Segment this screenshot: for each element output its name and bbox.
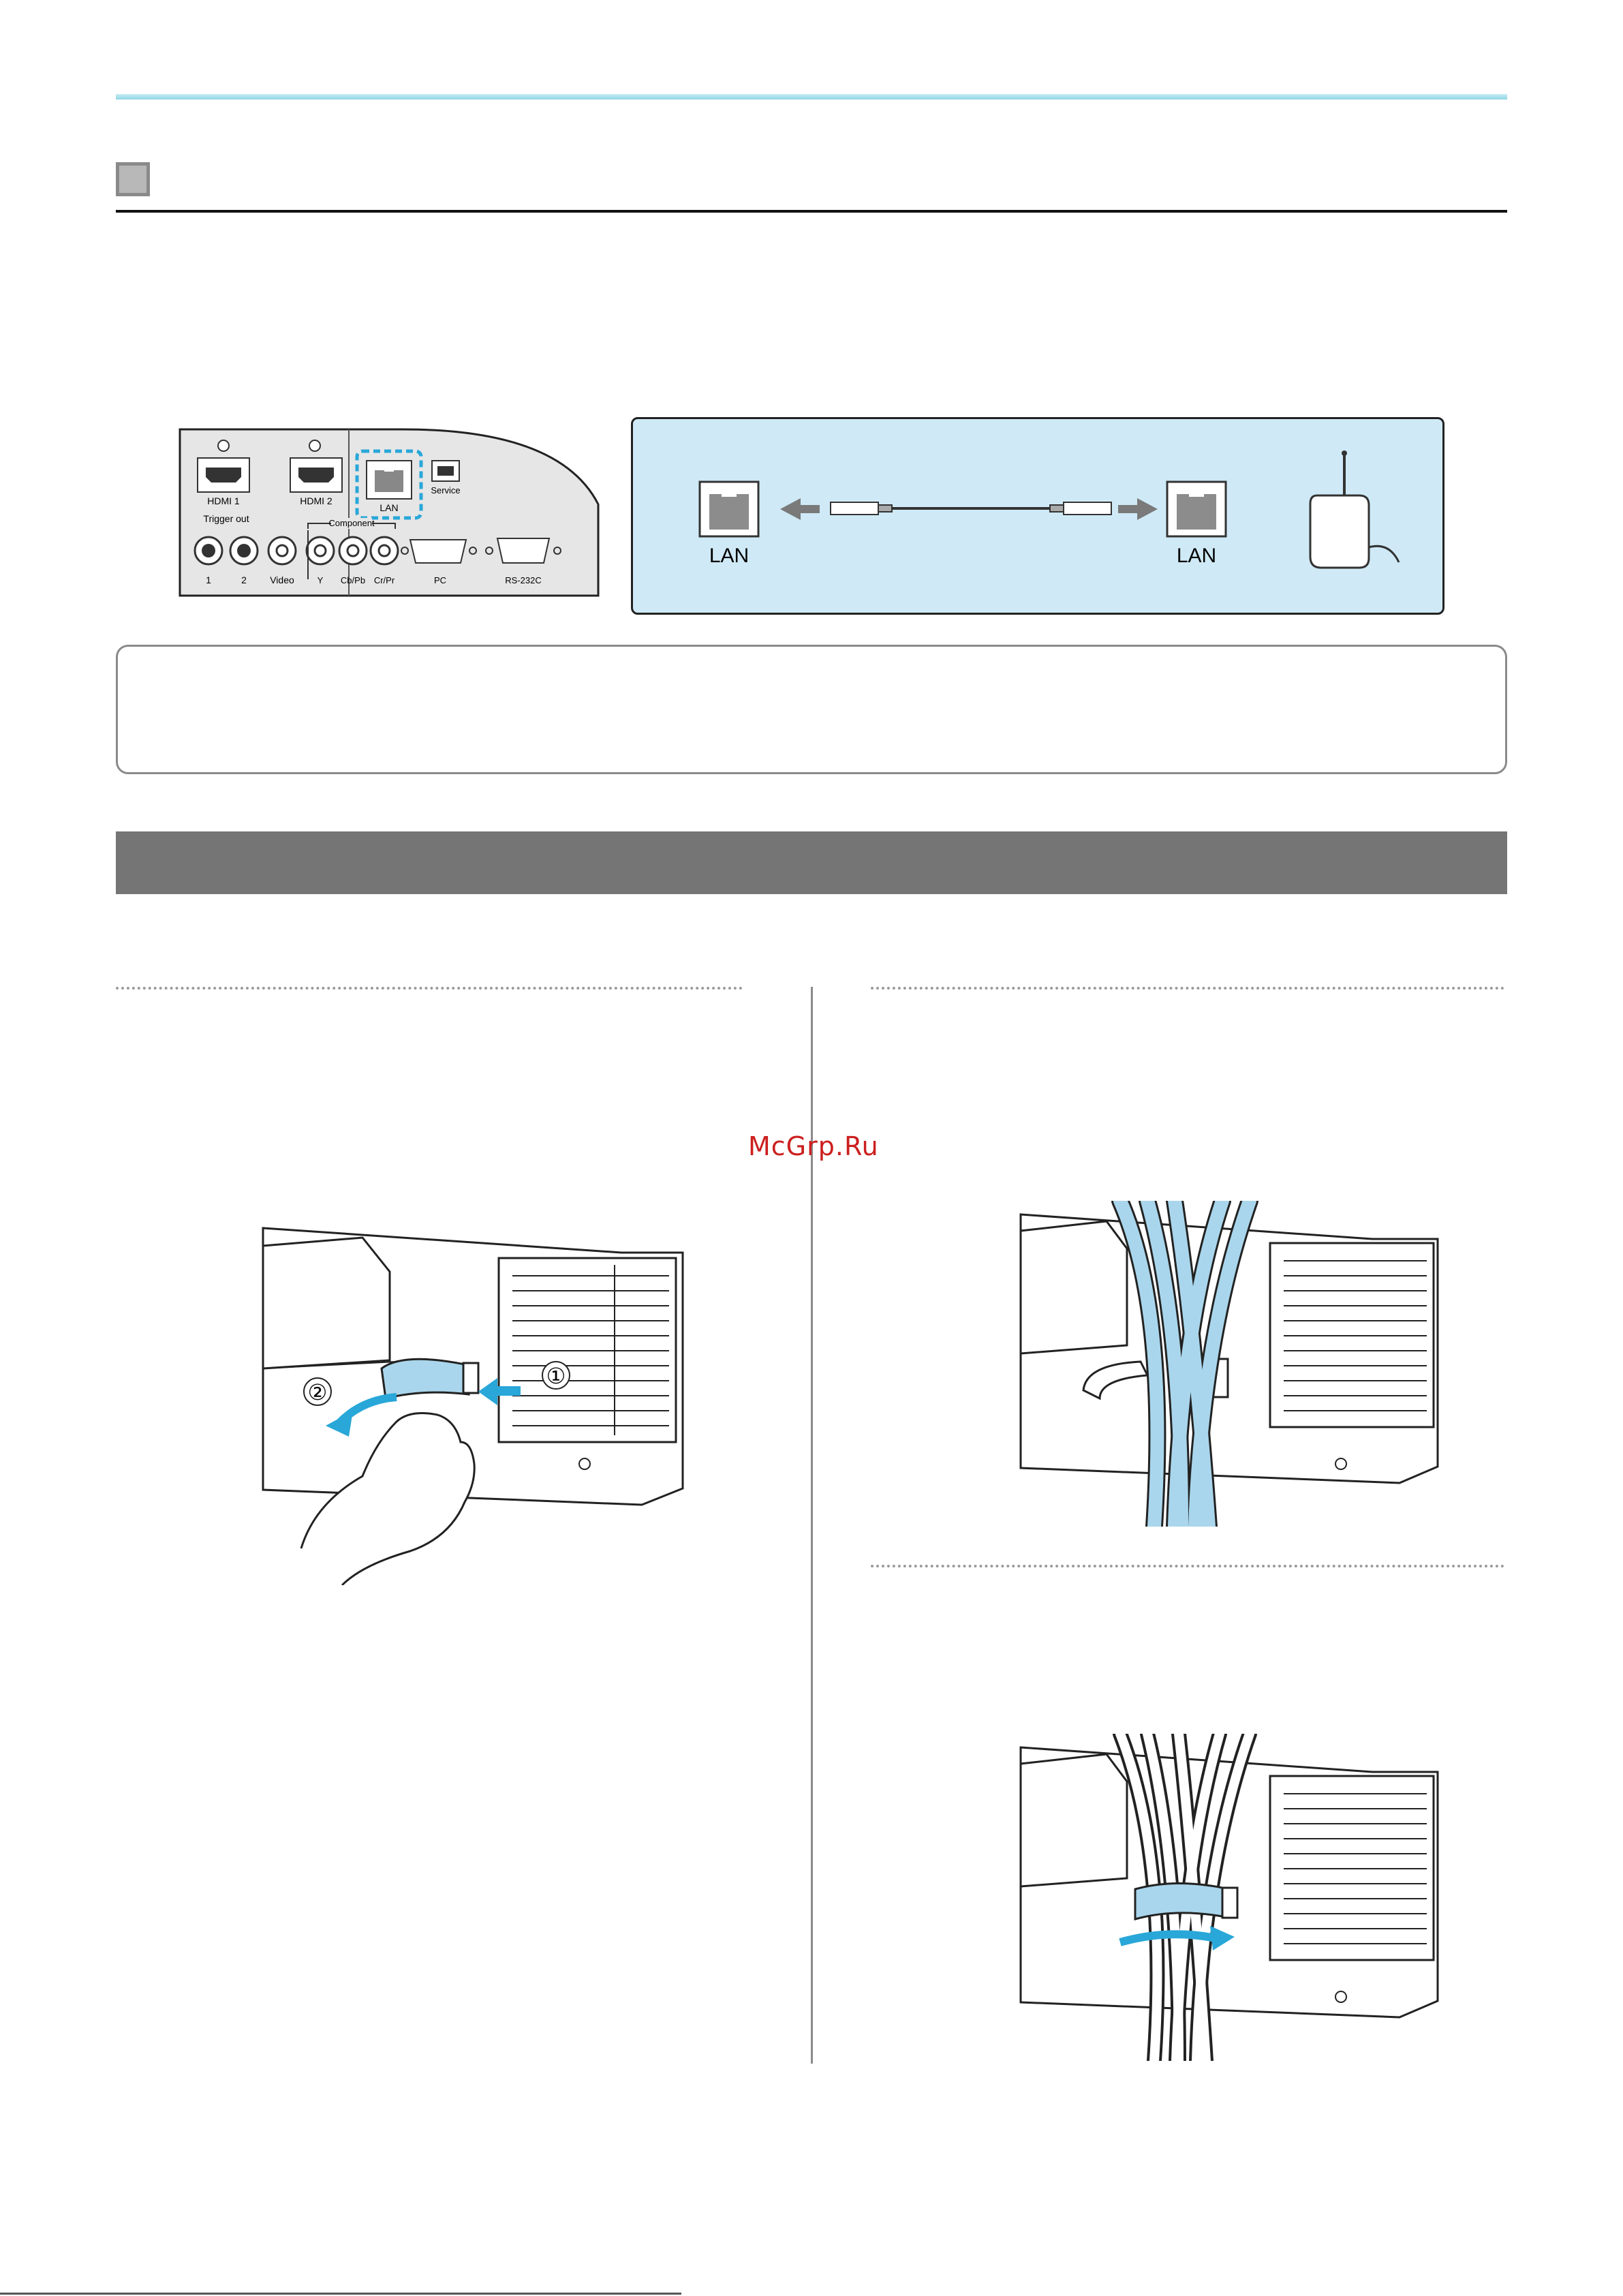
arrow-left-icon (780, 498, 801, 520)
lan-port-label: LAN (380, 502, 399, 513)
video-label: Video (270, 575, 294, 585)
hdmi1-label: HDMI 1 (207, 495, 240, 506)
trigger-out-label: Trigger out (203, 513, 249, 524)
arrow-right-icon (1137, 498, 1158, 520)
y-label: Y (317, 575, 324, 585)
rs232c-label: RS-232C (505, 575, 542, 585)
section-marker-icon (116, 162, 150, 196)
callout-1: ① (546, 1364, 566, 1388)
wrapped-strap (1135, 1883, 1222, 1919)
component-label: Component (328, 518, 375, 528)
step-separator-right-bottom (871, 1565, 1504, 1567)
trigger-2-label: 2 (241, 575, 247, 585)
lan-right-label: LAN (1176, 545, 1217, 567)
hdmi2-label: HDMI 2 (300, 495, 333, 506)
cb-pb-label: Cb/Pb (340, 575, 366, 585)
connection-diagram (631, 417, 1444, 615)
cr-pr-label: Cr/Pr (373, 575, 395, 585)
router-icon (1310, 450, 1399, 568)
note-box (116, 645, 1507, 774)
watermark: McGrp.Ru (748, 1131, 879, 1161)
header-rule (116, 94, 1507, 100)
rs232c-port (497, 538, 549, 563)
cable-strap (382, 1359, 469, 1398)
pc-port (410, 540, 466, 563)
callout-2: ② (307, 1380, 328, 1405)
trigger-1-label: 1 (206, 575, 211, 585)
pc-label: PC (433, 575, 447, 585)
lan-left-label: LAN (709, 545, 749, 567)
fasten-strap-illustration (1018, 1734, 1440, 2061)
section-rule (116, 210, 1507, 213)
step-separator-right-top (871, 987, 1504, 990)
rear-panel-illustration (179, 428, 600, 597)
cable-plug-right-icon (1064, 502, 1111, 515)
service-label: Service (431, 485, 461, 495)
section-band (116, 831, 1507, 894)
footer-rule (0, 2293, 681, 2295)
bundle-cables-illustration (1018, 1201, 1440, 1527)
step-separator-left (116, 987, 743, 990)
release-holder-illustration (260, 1217, 690, 1585)
cable-plug-left-icon (831, 502, 878, 515)
